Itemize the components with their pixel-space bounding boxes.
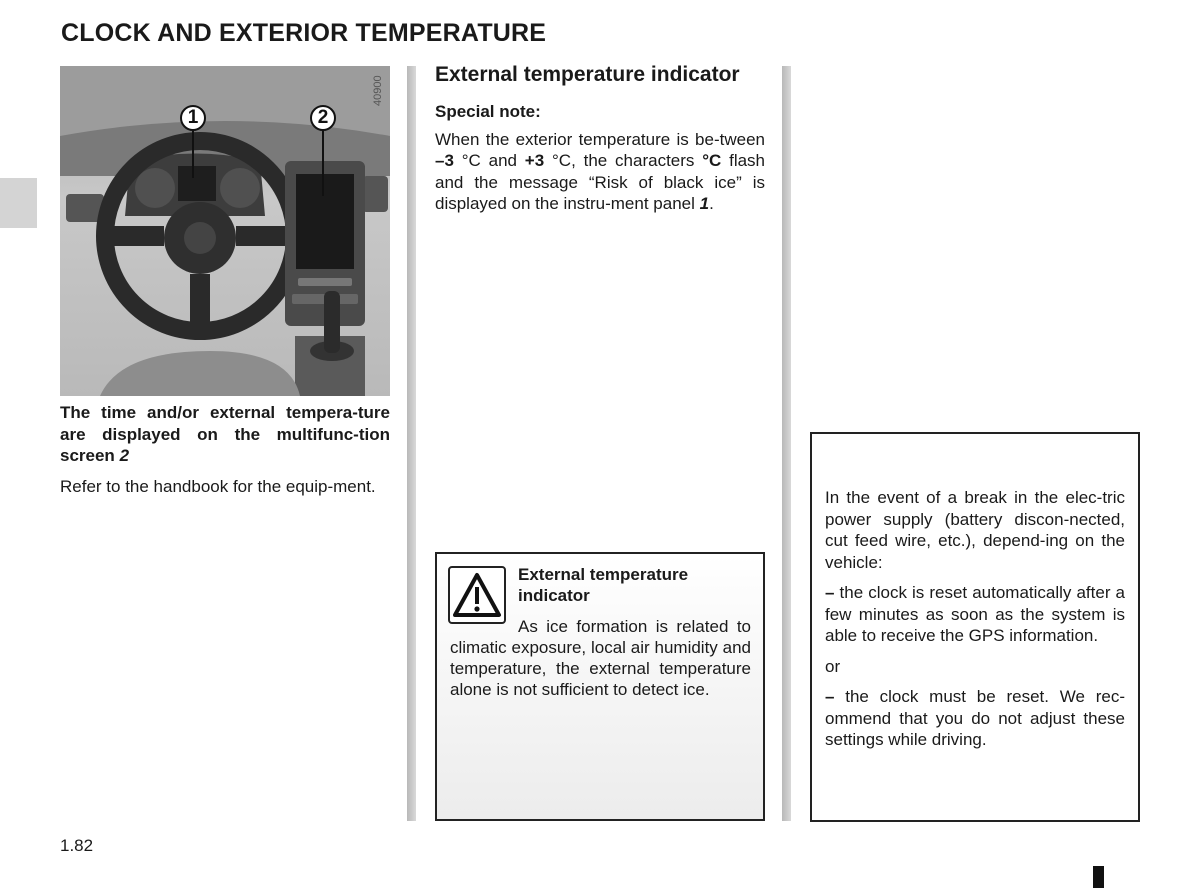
page-edge-mark [1093,866,1104,888]
note-end: . [709,194,714,213]
note-item-1-text: the clock is reset automatically after a few minutes as soon as the system is able to receive the GPS information. [825,583,1125,645]
instrument-panel-screen [178,166,216,201]
note-range-low: –3 [435,151,454,170]
power-break-note-box [810,432,1140,822]
note-intro: In the event of a break in the elec-tric power supply (battery discon-nected, cut feed wire, etc.), depend-ing on the vehicle: [825,488,1125,572]
page-title: CLOCK AND EXTERIOR TEMPERATURE [61,19,547,47]
note-text-1: When the exterior temperature is be-tween [435,129,765,149]
note-item-2-dash: – [825,687,835,706]
callout-1: 1 [180,105,206,131]
note-or: or [825,656,841,676]
special-note-text [435,129,765,215]
note-text-4: flash and the message “Risk of black ice” is displayed on the instru-ment panel [435,151,766,213]
callout-2: 2 [310,105,336,131]
section-heading: External temperature indicator [435,63,740,86]
special-note-label: Special note: [435,102,541,121]
page-number: 1.82 [60,836,94,855]
warning-box [435,552,765,821]
caption-ref: 2 [119,446,130,465]
handbook-reference: Refer to the handbook for the equip-ment. [60,476,376,496]
note-item-1 [825,582,1125,647]
multifunction-screen [296,174,354,269]
left-column [60,402,390,506]
warning-title: External temperature indicator [518,565,689,605]
dashboard-drawing [60,66,390,396]
image-code: 40900 [372,75,384,106]
note-item-2 [825,686,1125,751]
note-ref: 1 [699,194,710,213]
warning-triangle-icon [448,566,506,624]
note-text-2: °C and [453,151,525,170]
column-divider-right [782,66,791,821]
note-item-2-text: the clock must be reset. We rec-ommend that you do not adjust these settings while driving. [825,687,1125,749]
note-unit: °C [702,151,722,170]
warning-text: As ice formation is related to climatic exposure, local air humidity and temperature, the external temperature alone is not sufficient to detect ice. [450,617,751,699]
illustration-caption [60,402,390,467]
middle-column [435,62,765,221]
note-item-1-dash: – [825,583,835,602]
chapter-tab [0,178,37,228]
note-text-3: °C, the characters [544,151,703,170]
caption-text: The time and/or external tempera-ture are displayed on the multifunc-tion screen [60,403,390,465]
column-divider-left [407,66,416,821]
note-range-high: +3 [524,151,545,170]
dashboard-illustration [60,66,390,396]
